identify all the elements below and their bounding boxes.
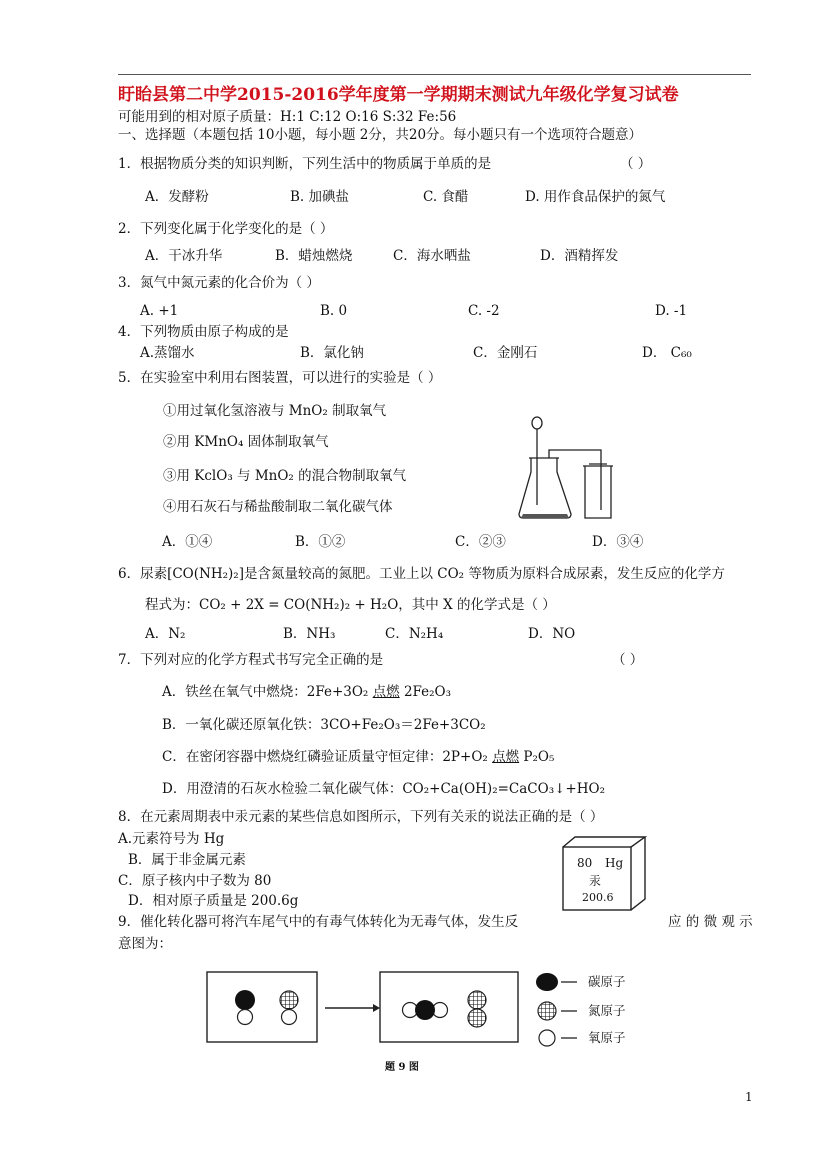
element-number: 80 (577, 856, 593, 870)
q9-micro-diagram (205, 968, 525, 1046)
q7-a-part2: 2Fe₂O₃ (403, 684, 452, 700)
q5-stem: 5．在实验室中利用右图装置，可以进行的实验是（ ） (118, 370, 442, 386)
q7-option-b: B．一氧化碳还原氧化铁：3CO+Fe₂O₃＝2Fe+3CO₂ (162, 717, 486, 733)
q2-option-c: C．海水晒盐 (393, 248, 471, 264)
title-rule (118, 74, 751, 75)
q3-option-a: A. +1 (140, 303, 179, 319)
q7-stem: 7．下列对应的化学方程式书写完全正确的是 (118, 652, 384, 668)
mercury-element-card (557, 835, 655, 913)
q5-option-d: D．③④ (592, 534, 644, 550)
q4-option-d: D． C₆₀ (642, 345, 692, 361)
q6-option-a: A．N₂ (145, 626, 186, 642)
q7-option-a (162, 683, 451, 701)
q4-option-b: B．氯化钠 (300, 345, 364, 361)
q8-option-d: D．相对原子质量是 200.6g (128, 893, 299, 909)
q7-paren: （ ） (612, 652, 644, 668)
q2-option-a: A．干冰升华 (145, 248, 223, 264)
q1-option-d: D. 用作食品保护的氮气 (525, 189, 666, 205)
q6-stem-cont: 程式为：CO₂ + 2X = CO(NH₂)₂ + H₂O，其中 X 的化学式是（ ） (145, 597, 556, 613)
atomic-masses: 可能用到的相对原子质量：H:1 C:12 O:16 S:32 Fe:56 (118, 109, 457, 125)
gas-apparatus-figure (515, 410, 615, 525)
q5-item-3: ③用 KclO₃ 与 MnO₂ 的混合物制取氧气 (163, 468, 407, 484)
q8-option-b: B．属于非金属元素 (128, 852, 246, 868)
q1-option-a: A．发酵粉 (145, 189, 209, 205)
q7-c-part1: C．在密闭容器中燃烧红磷验证质量守恒定律：2P+O₂ (162, 749, 488, 765)
element-name: 汞 (589, 874, 602, 888)
q1-option-c: C. 食醋 (423, 189, 469, 205)
q2-option-d: D．酒精挥发 (540, 248, 619, 264)
q8-stem: 8．在元素周期表中汞元素的某些信息如图所示，下列有关汞的说法正确的是（ ） (118, 809, 604, 825)
q9-stem-cont: 意图为： (118, 936, 172, 952)
q9-stem-tail: 应 的 微 观 示 (668, 914, 753, 930)
q5-option-b: B．①② (295, 534, 346, 550)
q9-legend-symbols (533, 968, 583, 1048)
legend-nitrogen: 氮原子 (588, 1003, 626, 1018)
q6-stem: 6．尿素[CO(NH₂)₂]是含氮量较高的氮肥。工业上以 CO₂ 等物质为原料合成尿素，发生反应的化学方 (118, 566, 725, 582)
q5-item-1: ①用过氧化氢溶液与 MnO₂ 制取氧气 (163, 403, 387, 419)
q2-option-b: B．蜡烛燃烧 (275, 248, 353, 264)
q1-stem: 1．根据物质分类的知识判断，下列生活中的物质属于单质的是 (118, 156, 492, 172)
q3-option-b: B. 0 (320, 303, 348, 319)
q5-option-a: A．①④ (162, 534, 213, 550)
q7-c-condition: 点燃 (492, 749, 520, 765)
q6-option-d: D．NO (528, 626, 576, 642)
q1-paren: （ ） (620, 156, 652, 172)
legend-oxygen: 氧原子 (588, 1030, 626, 1045)
q6-option-b: B．NH₃ (283, 626, 336, 642)
q5-option-c: C．②③ (455, 534, 506, 550)
page-title: 盱眙县第二中学2015-2016学年度第一学期期末测试九年级化学复习试卷 (118, 85, 679, 105)
q8-option-c: C．原子核内中子数为 80 (118, 873, 272, 889)
page-number: 1 (745, 1090, 753, 1104)
q3-stem: 3．氮气中氮元素的化合价为（ ） (118, 275, 320, 291)
q9-stem: 9．催化转化器可将汽车尾气中的有毒气体转化为无毒气体，发生反 (118, 914, 519, 930)
q5-item-4: ④用石灰石与稀盐酸制取二氧化碳气体 (163, 499, 393, 515)
q7-option-c (162, 748, 554, 766)
element-mass: 200.6 (582, 891, 614, 904)
q2-stem: 2．下列变化属于化学变化的是（ ） (118, 221, 334, 237)
q1-option-b: B. 加碘盐 (290, 189, 350, 205)
q9-figure-caption: 题 9 图 (385, 1062, 419, 1073)
element-symbol: Hg (605, 856, 624, 870)
q7-c-part2: P₂O₅ (523, 749, 555, 765)
q4-option-c: C．金刚石 (473, 345, 538, 361)
q3-option-c: C. -2 (468, 303, 500, 319)
q6-option-c: C．N₂H₄ (385, 626, 444, 642)
q4-stem: 4．下列物质由原子构成的是 (118, 324, 289, 340)
q4-option-a: A.蒸馏水 (140, 345, 195, 361)
q7-a-part1: A．铁丝在氧气中燃烧：2Fe+3O₂ (162, 684, 369, 700)
section-heading: 一、选择题（本题包括 10小题，每小题 2分，共20分。每小题只有一个选项符合题意） (118, 127, 643, 143)
q7-option-d: D．用澄清的石灰水检验二氧化碳气体：CO₂+Ca(OH)₂=CaCO₃↓+HO₂ (162, 781, 605, 797)
q3-option-d: D. -1 (655, 303, 688, 319)
legend-carbon: 碳原子 (588, 974, 626, 989)
q5-item-2: ②用 KMnO₄ 固体制取氧气 (163, 434, 329, 450)
q8-option-a: A.元素符号为 Hg (118, 831, 225, 847)
q7-a-condition: 点燃 (372, 684, 400, 700)
